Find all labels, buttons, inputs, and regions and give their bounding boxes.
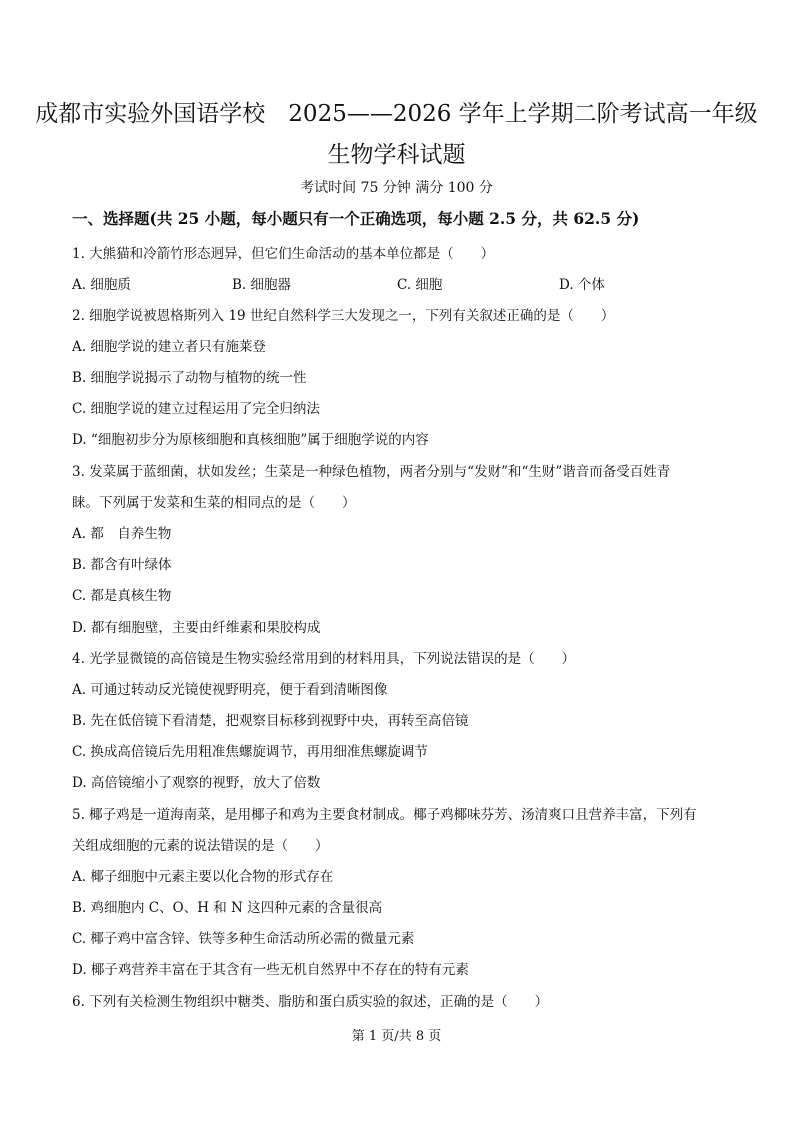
question-1-option-c: C. 细胞 [397, 277, 443, 293]
question-2-option-c: C. 细胞学说的建立过程运用了完全归纳法 [72, 401, 320, 417]
question-3-option-c: C. 都是真核生物 [72, 588, 172, 604]
question-2-stem: 2. 细胞学说被恩格斯列入 19 世纪自然科学三大发现之一，下列有关叙述正确的是（ ） [72, 308, 615, 324]
question-4-option-c: C. 换成高倍镜后先用粗准焦螺旋调节，再用细准焦螺旋调节 [72, 744, 428, 760]
question-5-option-a: A. 椰子细胞中元素主要以化合物的形式存在 [72, 869, 334, 885]
question-5-option-c: C. 椰子鸡中富含锌、铁等多种生命活动所必需的微量元素 [72, 931, 415, 947]
exam-title-line2: 生物学科试题 [327, 142, 466, 168]
page-footer: 第 1 页/共 8 页 [351, 1029, 442, 1044]
question-3-option-b: B. 都含有叶绿体 [72, 557, 172, 573]
question-2-option-a: A. 细胞学说的建立者只有施莱登 [72, 339, 266, 355]
question-2-option-b: B. 细胞学说揭示了动物与植物的统一性 [72, 370, 307, 386]
question-5-stem-line2: 关组成细胞的元素的说法错误的是（ ） [72, 838, 329, 854]
question-3-stem-line1: 3. 发菜属于蓝细菌，状如发丝；生菜是一种绿色植物，两者分别与“发财”和“生财”谐音而备受百姓青 [72, 464, 671, 480]
exam-title-line1: 成都市实验外国语学校 2025——2026 学年上学期二阶考试高一年级 [35, 101, 758, 127]
question-4-option-d: D. 高倍镜缩小了观察的视野，放大了倍数 [72, 775, 321, 791]
section-heading: 一、选择题(共 25 小题，每小题只有一个正确选项，每小题 2.5 分，共 62.5 分) [72, 209, 640, 228]
question-4-option-b: B. 先在低倍镜下看清楚，把观察目标移到视野中央，再转至高倍镜 [72, 713, 469, 729]
question-5-option-b: B. 鸡细胞内 C、O、H 和 N 这四种元素的含量很高 [72, 900, 383, 916]
question-3-option-d: D. 都有细胞壁，主要由纤维素和果胶构成 [72, 620, 321, 636]
question-1-stem: 1. 大熊猫和冷箭竹形态迥异，但它们生命活动的基本单位都是（ ） [72, 246, 495, 262]
question-2-option-d: D. “细胞初步分为原核细胞和真核细胞”属于细胞学说的内容 [72, 432, 429, 448]
question-3-option-a: A. 都 自养生物 [72, 526, 172, 542]
question-5-option-d: D. 椰子鸡营养丰富在于其含有一些无机自然界中不存在的特有元素 [72, 962, 469, 978]
question-1-option-a: A. 细胞质 [72, 277, 131, 293]
question-6-stem: 6. 下列有关检测生物组织中糖类、脂肪和蛋白质实验的叙述，正确的是（ ） [72, 994, 549, 1010]
question-3-stem-line2: 睐。下列属于发菜和生菜的相同点的是（ ） [72, 495, 356, 511]
question-4-stem: 4. 光学显微镜的高倍镜是生物实验经常用到的材料用具，下列说法错误的是（ ） [72, 651, 576, 667]
question-1-option-b: B. 细胞器 [232, 277, 292, 293]
exam-meta: 考试时间 75 分钟 满分 100 分 [300, 180, 493, 196]
question-1-option-d: D. 个体 [559, 277, 605, 293]
question-4-option-a: A. 可通过转动反光镜使视野明亮，便于看到清晰图像 [72, 682, 388, 698]
question-5-stem-line1: 5. 椰子鸡是一道海南菜，是用椰子和鸡为主要食材制成。椰子鸡椰味芬芳、汤清爽口且营养丰富，下列有 [72, 807, 697, 823]
